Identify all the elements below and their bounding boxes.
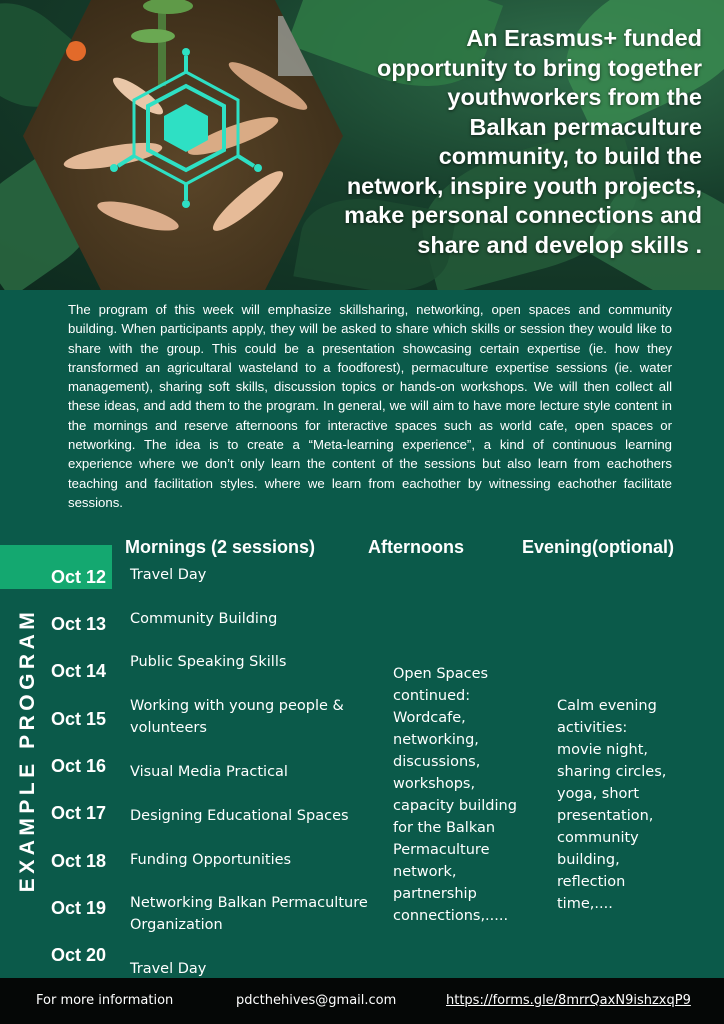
header-banner — [0, 0, 724, 290]
footer-bar — [0, 978, 724, 1024]
date-oct-16: Oct 16 — [51, 756, 107, 776]
date-oct-14: Oct 14 — [51, 661, 107, 681]
morning-topic: Working with young people & volunteers — [130, 698, 344, 736]
morning-topic: Funding Opportunities — [130, 852, 292, 868]
date-oct-15: Oct 15 — [51, 709, 107, 729]
date-oct-12: Oct 12 — [51, 567, 107, 587]
afternoons-header: Afternoons — [368, 537, 464, 557]
morning-topic: Visual Media Practical — [130, 764, 288, 780]
morning-topic: Travel Day — [130, 961, 207, 977]
date-oct-17: Oct 17 — [51, 803, 107, 823]
footer-info-label: For more information — [36, 993, 174, 1008]
afternoon-activities: Open Spaces continued: Wordcafe, networking, discussions, workshops, capacity building for the Balkan Permaculture network, partnership connections,..... — [393, 666, 517, 924]
hands-around-seedling-photo — [18, 0, 348, 290]
morning-topic: Travel Day — [130, 567, 207, 583]
evening-header: Evening(optional) — [522, 537, 674, 557]
morning-topic: Designing Educational Spaces — [130, 808, 349, 824]
morning-topic: Public Speaking Skills — [130, 654, 287, 670]
morning-topic: Networking Balkan Permaculture Organization — [130, 895, 368, 933]
morning-topic: Community Building — [130, 611, 278, 627]
example-program-title: EXAMPLE PROGRAM — [16, 607, 39, 893]
evening-activities: Calm evening activities: movie night, sharing circles, yoga, short presentation, community building, reflection time,.... — [557, 698, 667, 912]
date-oct-20: Oct 20 — [51, 945, 107, 965]
footer-email[interactable]: pdcthehives@gmail.com — [236, 993, 397, 1008]
date-oct-13: Oct 13 — [51, 614, 107, 634]
intro-paragraph: The program of this week will emphasize skillsharing, networking, open spaces and community building. When participants apply, they will be asked to share which skills or session they would like to share with the group. This could be a presentation showcasing certain expertise (ie. how they transformed an agricultaral wasteland to a foodforest), permaculture expertise sessions (ie. water management), sharing soft skills, discussion topics or hands-on workshops. We will then collect all these ideas, and add them to the program. In general, we will aim to have more lecture style content in the mornings and reserve afternoons for interactive spaces such as world cafe, open spaces or networking. The idea is to create a “Meta-learning experience”, a kind of continuous learning experience where we don’t only learn the content of the sessions but also learn from eachothers teaching and facilitation styles. where we learn from eachother by witnessing eachother facilitate sessions. — [68, 302, 672, 510]
headline: An Erasmus+ funded opportunity to bring together youthworkers from the Balkan permaculture community, to build the network, inspire youth projects, make personal connections and share and develop skills . — [344, 25, 702, 258]
footer-form-link[interactable]: https://forms.gle/8mrrQaxN9ishzxqP9 — [446, 993, 691, 1008]
mornings-header: Mornings (2 sessions) — [125, 537, 316, 557]
date-oct-18: Oct 18 — [51, 851, 107, 871]
date-oct-19: Oct 19 — [51, 898, 107, 918]
